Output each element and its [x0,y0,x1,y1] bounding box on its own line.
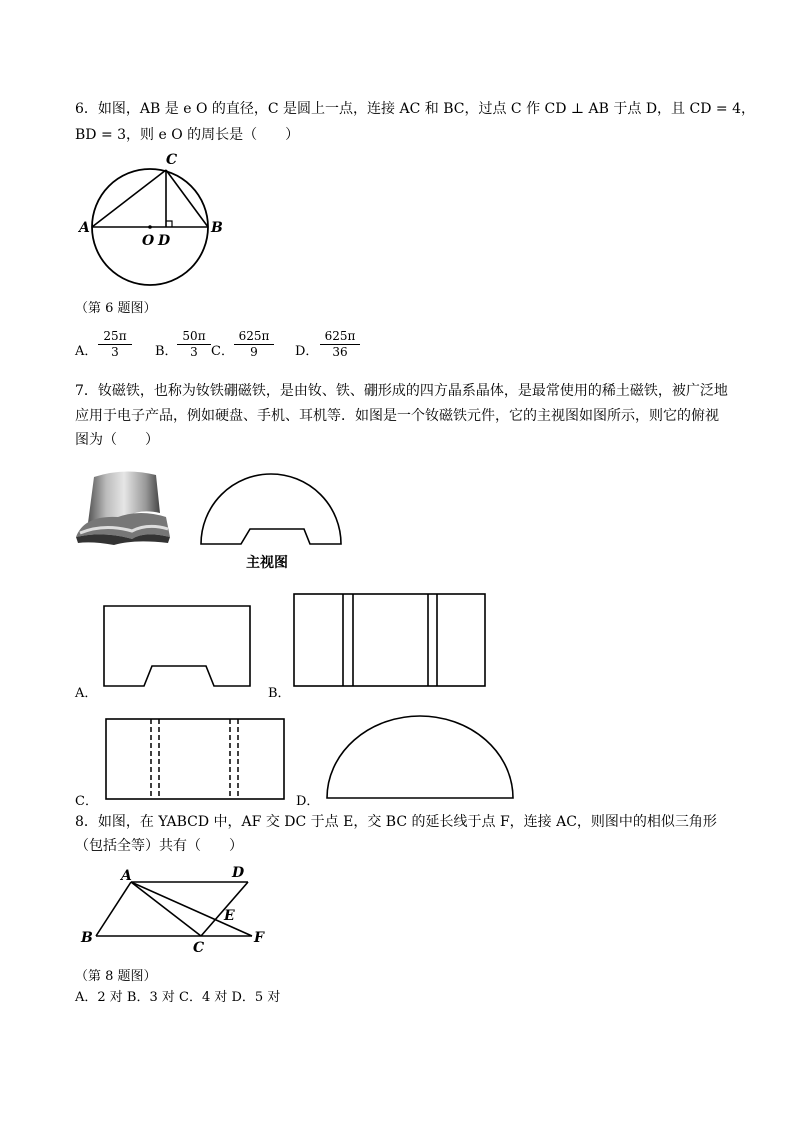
q6-option-c-num: 625π [234,329,274,345]
q6-caption: （第 6 题图） [75,301,157,316]
q7-text-line1: 7．钕磁铁，也称为钕铁硼磁铁，是由钕、铁、硼形成的四方晶系晶体，是最常使用的稀土磁铁，被广泛地 [75,383,728,399]
q7-option-c-letter: C． [75,794,98,809]
q7-text-line3: 图为（ ） [75,432,159,448]
main-view-figure [198,464,346,548]
q6-option-c-letter: C． [211,344,234,359]
q7-option-b-figure [292,592,488,690]
q8-label-b: B [81,930,93,946]
q8-label-a: A [121,868,132,884]
q6-option-b-fraction [177,329,211,360]
q7-option-d-letter: D． [296,794,320,809]
q6-option-a-fraction [98,329,132,360]
magnet-photo [74,465,174,547]
q8-text-line2: （包括全等）共有（ ） [75,838,243,854]
q8-answer-options: A．2 对 B．3 对 C．4 对 D．5 对 [75,990,281,1005]
q6-option-d-num: 625π [320,329,360,345]
q8-caption: （第 8 题图） [75,969,157,984]
q6-label-o: O [142,233,155,249]
q6-circle-figure [70,150,240,290]
q6-option-d-fraction [320,329,360,360]
q6-option-b-letter: B． [155,344,178,359]
q6-option-a-den: 3 [111,345,119,359]
q6-label-a: A [79,220,90,236]
q8-label-c: C [193,940,205,956]
q7-option-a-letter: A． [75,686,98,701]
q7-option-a-figure [100,604,260,690]
q8-text-line1: 8．如图，在 YABCD 中，AF 交 DC 于点 E，交 BC 的延长线于点 F，连接 AC，则图中的相似三角形 [75,814,717,830]
q8-parallelogram-figure [76,860,276,960]
q6-option-a-num: 25π [98,329,132,345]
q6-option-b-num: 50π [177,329,211,345]
q6-label-d: D [158,233,171,249]
q8-label-e: E [224,908,235,924]
q8-label-f: F [254,930,264,946]
q6-option-c-den: 9 [250,345,258,359]
q6-label-c: C [166,152,178,168]
q6-text-line1: 6．如图，AB 是 e O 的直径，C 是圆上一点，连接 AC 和 BC，过点 C 作 CD ⊥ AB 于点 D，且 CD = 4， [75,101,755,117]
q6-option-c-fraction [234,329,274,360]
q6-text-line2: BD = 3，则 e O 的周长是（ ） [75,127,300,143]
q6-option-d-letter: D． [295,344,319,359]
q6-option-a-letter: A． [75,344,98,359]
main-view-label: 主视图 [246,555,288,571]
q6-option-b-den: 3 [190,345,198,359]
q7-option-c-figure [104,717,288,803]
q8-label-d: D [232,865,245,881]
q7-text-line2: 应用于电子产品，例如硬盘、手机、耳机等．如图是一个钕磁铁元件，它的主视图如图所示，则它的俯视 [75,408,719,424]
q7-option-b-letter: B． [268,686,291,701]
q7-option-d-figure [324,708,516,802]
q6-option-d-den: 36 [332,345,348,359]
q6-label-b: B [211,220,223,236]
